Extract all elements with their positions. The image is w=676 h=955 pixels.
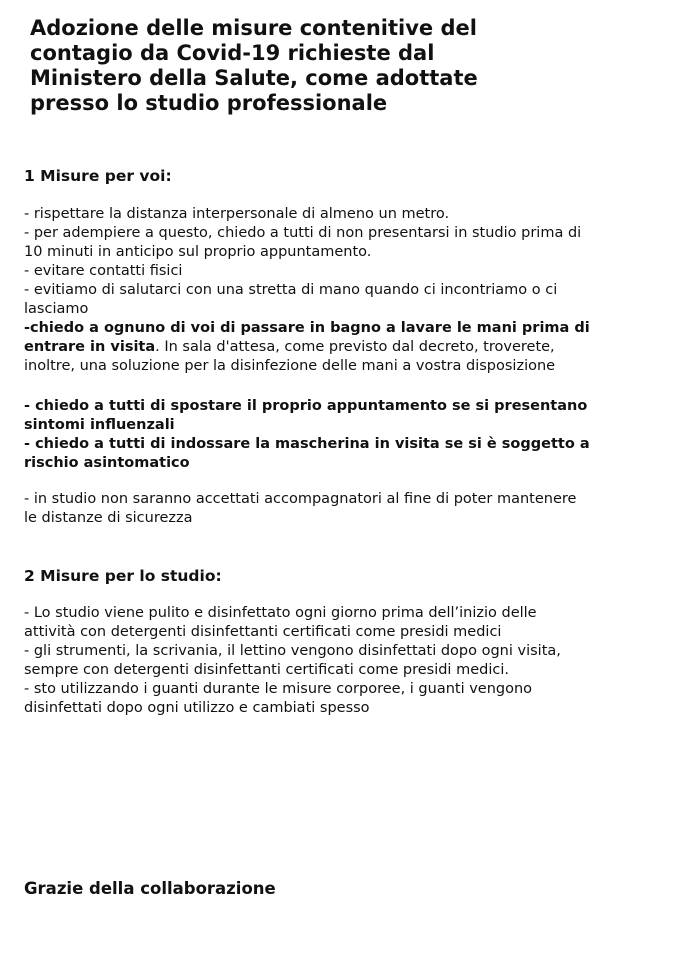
- document-title: [30, 16, 630, 116]
- title-line: contagio da Covid-19 richieste dal: [30, 41, 435, 65]
- handwash-emphasis: entrare in visita: [24, 339, 156, 355]
- request-line: - chiedo a tutti di indossare la mascherina in visita se si è soggetto a: [24, 436, 590, 452]
- measure-line: - per adempiere a questo, chiedo a tutti di non presentarsi in studio prima di: [24, 225, 582, 241]
- request-line: rischio asintomatico: [24, 455, 190, 471]
- measure-line: - gli strumenti, la scrivania, il lettino vengono disinfettati dopo ogni visita,: [24, 643, 561, 659]
- request-line: - chiedo a tutti di spostare il proprio appuntamento se si presentano: [24, 398, 588, 414]
- measure-line: attività con detergenti disinfettanti certificati come presidi medici: [24, 624, 502, 640]
- measure-line: sempre con detergenti disinfettanti certificati come presidi medici.: [24, 662, 509, 678]
- closing-thanks: Grazie della collaborazione: [24, 879, 276, 898]
- handwash-instruction: -chiedo a ognuno di voi di passare in bagno a lavare le mani prima di: [24, 320, 590, 336]
- waiting-room-note: . In sala d'attesa, come previsto dal decreto, troverete,: [155, 339, 555, 355]
- measure-line: - in studio non saranno accettati accompagnatori al fine di poter mantenere: [24, 491, 577, 507]
- measure-line: disinfettati dopo ogni utilizzo e cambiati spesso: [24, 700, 370, 716]
- measure-line: 10 minuti in anticipo sul proprio appuntamento.: [24, 244, 372, 260]
- measure-line: - Lo studio viene pulito e disinfettato ogni giorno prima dell’inizio delle: [24, 605, 537, 621]
- request-line: sintomi influenzali: [24, 417, 175, 433]
- measure-line: le distanze di sicurezza: [24, 510, 193, 526]
- section-2-measures-list: [24, 604, 664, 718]
- handwash-instruction-continued: [24, 338, 664, 357]
- section-1-companions-note: [24, 490, 664, 528]
- section-1-measures-list: [24, 205, 664, 376]
- measure-line: - evitare contatti fisici: [24, 263, 183, 279]
- measure-line: - rispettare la distanza interpersonale di almeno un metro.: [24, 206, 450, 222]
- measure-line: - evitiamo di salutarci con una stretta di mano quando ci incontriamo o ci: [24, 282, 558, 298]
- title-line: Adozione delle misure contenitive del: [30, 16, 477, 40]
- measure-line: - sto utilizzando i guanti durante le misure corporee, i guanti vengono: [24, 681, 533, 697]
- measure-line: lasciamo: [24, 301, 89, 317]
- title-line: presso lo studio professionale: [30, 91, 388, 115]
- section-1-heading: 1 Misure per voi:: [24, 167, 172, 185]
- title-line: Ministero della Salute, come adottate: [30, 66, 478, 90]
- section-2-heading: 2 Misure per lo studio:: [24, 567, 222, 585]
- section-1-bold-requests: [24, 397, 664, 473]
- measure-line: inoltre, una soluzione per la disinfezione delle mani a vostra disposizione: [24, 358, 556, 374]
